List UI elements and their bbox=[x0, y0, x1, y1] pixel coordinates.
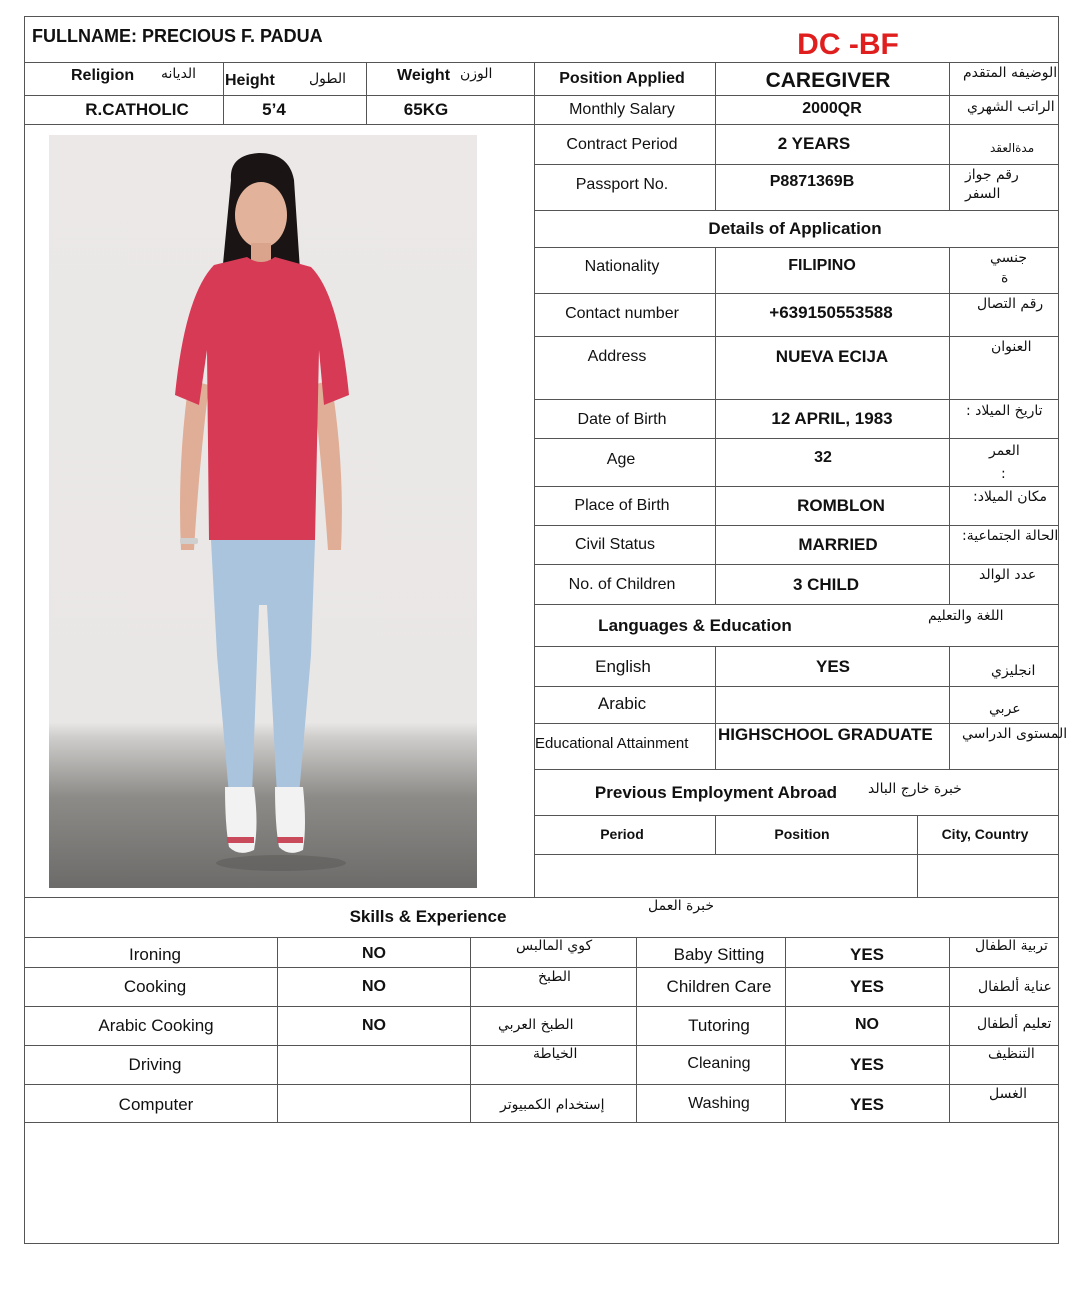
skill-computer-label: Computer bbox=[118, 1095, 194, 1114]
skills-arabic: خبرة العمل bbox=[648, 898, 714, 914]
salary-value: 2000QR bbox=[802, 100, 862, 117]
religion-value: R.CATHOLIC bbox=[85, 100, 189, 119]
children-label: No. of Children bbox=[568, 576, 676, 593]
nationality-arabic-2: ة bbox=[1001, 270, 1009, 286]
skill-children-care-label: Children Care bbox=[666, 977, 772, 996]
height-value: 5’4 bbox=[262, 100, 286, 119]
address-value: NUEVA ECIJA bbox=[775, 347, 889, 366]
skill-cleaning-arabic: التنظيف bbox=[988, 1046, 1035, 1062]
passport-arabic-2: السفر bbox=[965, 186, 1001, 202]
address-arabic: العنوان bbox=[991, 339, 1032, 355]
skill-ironing-label: Ironing bbox=[129, 945, 181, 964]
contract-label: Contract Period bbox=[566, 136, 678, 153]
nationality-arabic-1: جنسي bbox=[990, 250, 1028, 266]
arabic-arabic: عربي bbox=[989, 701, 1021, 717]
civil-label: Civil Status bbox=[574, 536, 656, 553]
weight-label: Weight bbox=[397, 67, 451, 84]
skill-washing-arabic: الغسل bbox=[989, 1086, 1028, 1102]
languages-arabic: اللغة والتعليم bbox=[928, 608, 1004, 624]
nationality-label: Nationality bbox=[584, 258, 660, 275]
pob-value: ROMBLON bbox=[797, 496, 885, 515]
weight-arabic: الوزن bbox=[460, 66, 493, 82]
skill-computer-arabic: إستخدام الكمبيوتر bbox=[500, 1097, 605, 1113]
age-arabic-1: العمر bbox=[989, 443, 1020, 459]
skill-arabic-cooking-label: Arabic Cooking bbox=[98, 1016, 214, 1035]
skill-cleaning-label: Cleaning bbox=[687, 1055, 751, 1072]
position-label: Position Applied bbox=[559, 70, 685, 87]
education-label: Educational Attainment bbox=[535, 735, 689, 752]
dc-code: DC -BF bbox=[797, 28, 899, 61]
contract-arabic: مدةالعقد bbox=[990, 141, 1035, 155]
skill-driving-label: Driving bbox=[128, 1055, 182, 1074]
address-label: Address bbox=[587, 348, 647, 365]
contact-value: +639150553588 bbox=[769, 303, 893, 322]
civil-arabic: الحالة الجتماعية: bbox=[962, 528, 1059, 544]
contact-arabic: رقم التصال bbox=[977, 296, 1044, 312]
pob-arabic: مكان الميلاد: bbox=[973, 489, 1048, 505]
contact-label: Contact number bbox=[565, 305, 679, 322]
skill-cooking-value: NO bbox=[362, 978, 386, 995]
english-arabic: انجليزي bbox=[991, 663, 1036, 679]
position-value: CAREGIVER bbox=[765, 69, 891, 92]
dob-arabic: تاريخ الميلاد : bbox=[966, 403, 1043, 419]
skill-cooking-label: Cooking bbox=[123, 977, 187, 996]
passport-value: P8871369B bbox=[769, 173, 855, 190]
english-value: YES bbox=[815, 657, 851, 676]
skill-tutoring-value: NO bbox=[855, 1016, 879, 1033]
position-arabic: الوضيفه المتقدم bbox=[963, 65, 1058, 81]
height-label: Height bbox=[225, 72, 275, 89]
skill-baby-sitting-value: YES bbox=[849, 945, 885, 964]
civil-value: MARRIED bbox=[798, 535, 878, 554]
person-figure bbox=[49, 135, 477, 888]
skill-arabic-cooking-value: NO bbox=[362, 1017, 386, 1034]
age-label: Age bbox=[606, 451, 636, 468]
employment-col-position: Position bbox=[774, 826, 830, 842]
skill-tutoring-arabic: تعليم ألطفال bbox=[977, 1016, 1052, 1032]
employment-col-city: City, Country bbox=[941, 826, 1029, 842]
skill-washing-value: YES bbox=[849, 1095, 885, 1114]
skill-baby-sitting-label: Baby Sitting bbox=[673, 945, 765, 964]
age-value: 32 bbox=[814, 449, 832, 466]
skill-washing-label: Washing bbox=[688, 1095, 750, 1112]
languages-title: Languages & Education bbox=[598, 616, 792, 635]
skill-children-care-value: YES bbox=[849, 977, 885, 996]
employment-arabic: خبرة خارج البالد bbox=[868, 781, 962, 797]
salary-label: Monthly Salary bbox=[569, 101, 675, 118]
arabic-label: Arabic bbox=[597, 694, 647, 713]
english-label: English bbox=[595, 657, 651, 676]
height-arabic: الطول bbox=[309, 71, 347, 87]
skill-driving-arabic: الخياطة bbox=[533, 1046, 578, 1062]
applicant-photo bbox=[49, 135, 477, 888]
dob-value: 12 APRIL, 1983 bbox=[771, 409, 893, 428]
pob-label: Place of Birth bbox=[574, 497, 670, 514]
skill-arabic-cooking-arabic: الطبخ العربي bbox=[498, 1017, 574, 1033]
skills-title: Skills & Experience bbox=[349, 907, 507, 926]
passport-label: Passport No. bbox=[575, 176, 669, 193]
children-arabic: عدد الوالد bbox=[979, 567, 1037, 583]
children-value: 3 CHILD bbox=[792, 575, 860, 594]
religion-arabic: الديانه bbox=[161, 66, 197, 82]
skill-children-care-arabic: عناية ألطفال bbox=[978, 979, 1052, 995]
skill-tutoring-label: Tutoring bbox=[688, 1016, 750, 1035]
age-arabic-2: : bbox=[1001, 466, 1006, 482]
skill-cleaning-value: YES bbox=[849, 1055, 885, 1074]
contract-value: 2 YEARS bbox=[777, 134, 851, 153]
skill-ironing-value: NO bbox=[362, 945, 386, 962]
passport-arabic-1: رقم جواز bbox=[965, 167, 1019, 183]
dob-label: Date of Birth bbox=[577, 411, 667, 428]
nationality-value: FILIPINO bbox=[788, 257, 856, 274]
skill-baby-sitting-arabic: تربية الطفال bbox=[975, 938, 1048, 954]
skill-cooking-arabic: الطبخ bbox=[538, 969, 571, 985]
employment-title: Previous Employment Abroad bbox=[594, 783, 838, 802]
details-title: Details of Application bbox=[708, 219, 882, 238]
education-value: HIGHSCHOOL GRADUATE bbox=[718, 725, 933, 744]
employment-col-period: Period bbox=[600, 826, 644, 842]
religion-label: Religion bbox=[71, 67, 135, 84]
fullname: FULLNAME: PRECIOUS F. PADUA bbox=[32, 26, 323, 46]
weight-value: 65KG bbox=[403, 100, 449, 119]
salary-arabic: الراتب الشهري bbox=[967, 99, 1055, 115]
skill-ironing-arabic: كوي المالبس bbox=[516, 938, 593, 954]
education-arabic: المستوى الدراسي bbox=[962, 726, 1068, 742]
